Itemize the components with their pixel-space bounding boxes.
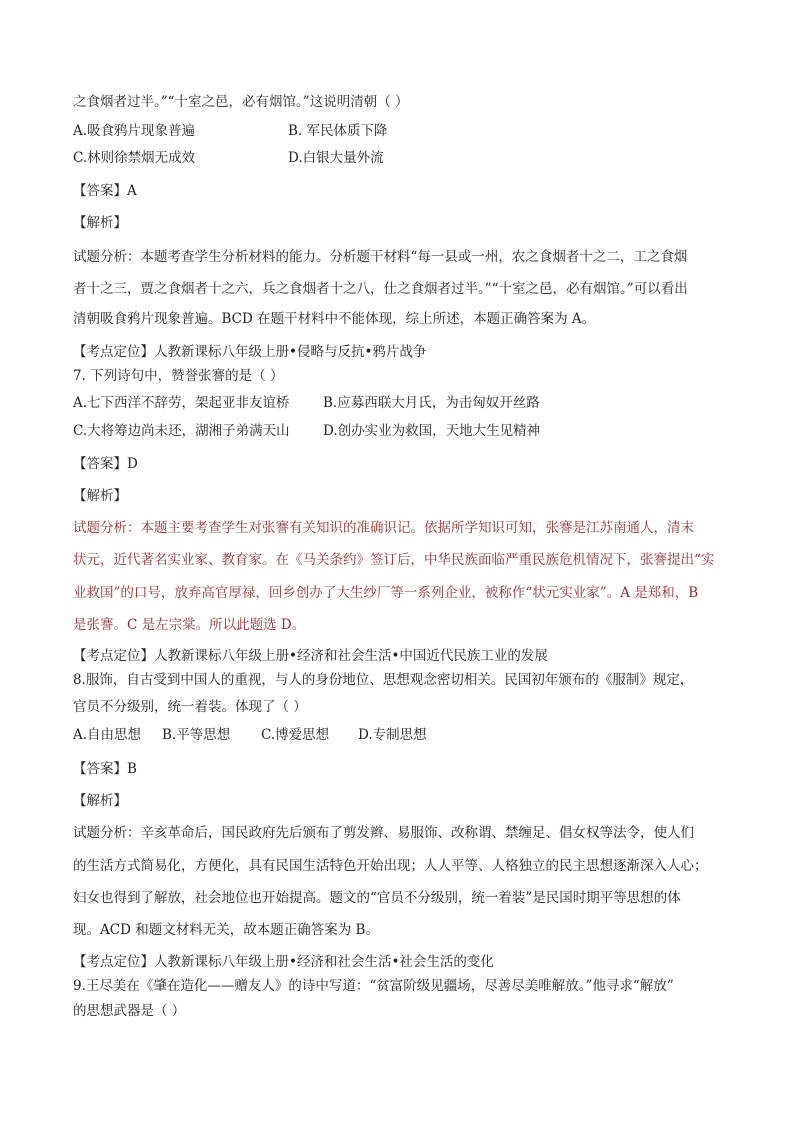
q9-stem-line: 9.王尽美在《肇在造化——赠友人》的诗中写道：“贫富阶级见疆场，尽善尽美唯解放。”他寻求“解放” bbox=[73, 978, 674, 994]
q6-analysis-line: 者十之三，贾之食烟者十之六，兵之食烟者十之八，仕之食烟者过半。”“十室之邑，必有烟馆。”可以看出 bbox=[73, 281, 688, 297]
q7-analysis-line: 试题分析：本题主要考查学生对张謇有关知识的准确识记。依据所学知识可知，张謇是江苏南通人，清末 bbox=[73, 520, 694, 536]
q8-kaodian: 【考点定位】人教新课标八年级上册•经济和社会生活•社会生活的变化 bbox=[73, 954, 494, 970]
q6-option-d: D.白银大量外流 bbox=[288, 150, 384, 166]
q8-analysis-line: 的生活方式简易化，方便化，具有民国生活特色开始出现；人人平等、人格独立的民主思想逐渐深入人心； bbox=[73, 858, 708, 874]
q6-option-b: B. 军民体质下降 bbox=[288, 123, 388, 139]
q7-option-a: A.七下西洋不辞劳，架起亚非友谊桥 bbox=[73, 395, 290, 411]
q8-analysis-line: 现。ACD 和题文材料无关，故本题正确答案为 B。 bbox=[73, 922, 379, 938]
q6-answer: 【答案】A bbox=[73, 183, 137, 199]
q8-stem-line: 8.服饰，自古受到中国人的重视，与人的身份地位、思想观念密切相关。民国初年颁布的《服制》规定， bbox=[73, 672, 694, 688]
q6-analysis-line: 试题分析：本题考查学生分析材料的能力。分析题干材料“每一县或一州，农之食烟者十之二，工之食烟 bbox=[73, 249, 688, 265]
q8-analysis-label: 【解析】 bbox=[73, 793, 127, 809]
q6-analysis-label: 【解析】 bbox=[73, 215, 127, 231]
q8-option-a: A.自由思想 bbox=[73, 727, 142, 743]
q7-answer: 【答案】D bbox=[73, 456, 138, 472]
q8-answer: 【答案】B bbox=[73, 761, 137, 777]
q7-analysis-line: 状元，近代著名实业家、教育家。在《马关条约》签订后，中华民族面临严重民族危机情况下，张謇提出“实 bbox=[73, 552, 715, 568]
q7-analysis-label: 【解析】 bbox=[73, 488, 127, 504]
q6-option-a: A.吸食鸦片现象普遍 bbox=[73, 123, 196, 139]
q7-kaodian: 【考点定位】人教新课标八年级上册•经济和社会生活•中国近代民族工业的发展 bbox=[73, 648, 548, 664]
q8-analysis-line: 妇女也得到了解放，社会地位也开始提高。题文的“官员不分级别，统一着装”是民国时期平等思想的体 bbox=[73, 890, 681, 906]
q8-stem-line: 官员不分级别，统一着装。体现了（ ） bbox=[73, 699, 307, 715]
q8-analysis-line: 试题分析：辛亥革命后，国民政府先后颁布了剪发辫、易服饰、改称谓、禁缠足、倡女权等法令，使人们 bbox=[73, 825, 694, 841]
q8-option-d: D.专制思想 bbox=[358, 727, 427, 743]
q7-analysis-line: 是张謇。C 是左宗棠。所以此题选 D。 bbox=[73, 617, 306, 633]
q7-option-b: B.应募西联大月氏，为击匈奴开丝路 bbox=[323, 395, 540, 411]
q8-option-c: C.博爱思想 bbox=[261, 727, 330, 743]
q8-option-b: B.平等思想 bbox=[162, 727, 231, 743]
q7-option-c: C.大将筹边尚未还，湖湘子弟满天山 bbox=[73, 423, 290, 439]
q9-stem-line: 的思想武器是（ ） bbox=[73, 1003, 186, 1019]
q7-stem: 7. 下列诗句中，赞誉张謇的是（ ） bbox=[73, 368, 284, 384]
q6-kaodian: 【考点定位】人教新课标八年级上册•侵略与反抗•鸦片战争 bbox=[73, 344, 427, 360]
q6-stem-tail: 之食烟者过半。”“十室之邑，必有烟馆。”这说明清朝（ ） bbox=[73, 94, 409, 110]
q6-analysis-line: 清朝吸食鸦片现象普遍。BCD 在题干材料中不能体现，综上所述，本题正确答案为 A。 bbox=[73, 311, 596, 327]
q6-option-c: C.林则徐禁烟无成效 bbox=[73, 150, 196, 166]
q7-option-d: D.创办实业为救国，天地大生见精神 bbox=[323, 423, 541, 439]
q7-analysis-line: 业救国”的口号，放弃高官厚禄，回乡创办了大生纱厂等一系列企业，被称作“状元实业家”。A 是郑和，B bbox=[73, 585, 699, 601]
